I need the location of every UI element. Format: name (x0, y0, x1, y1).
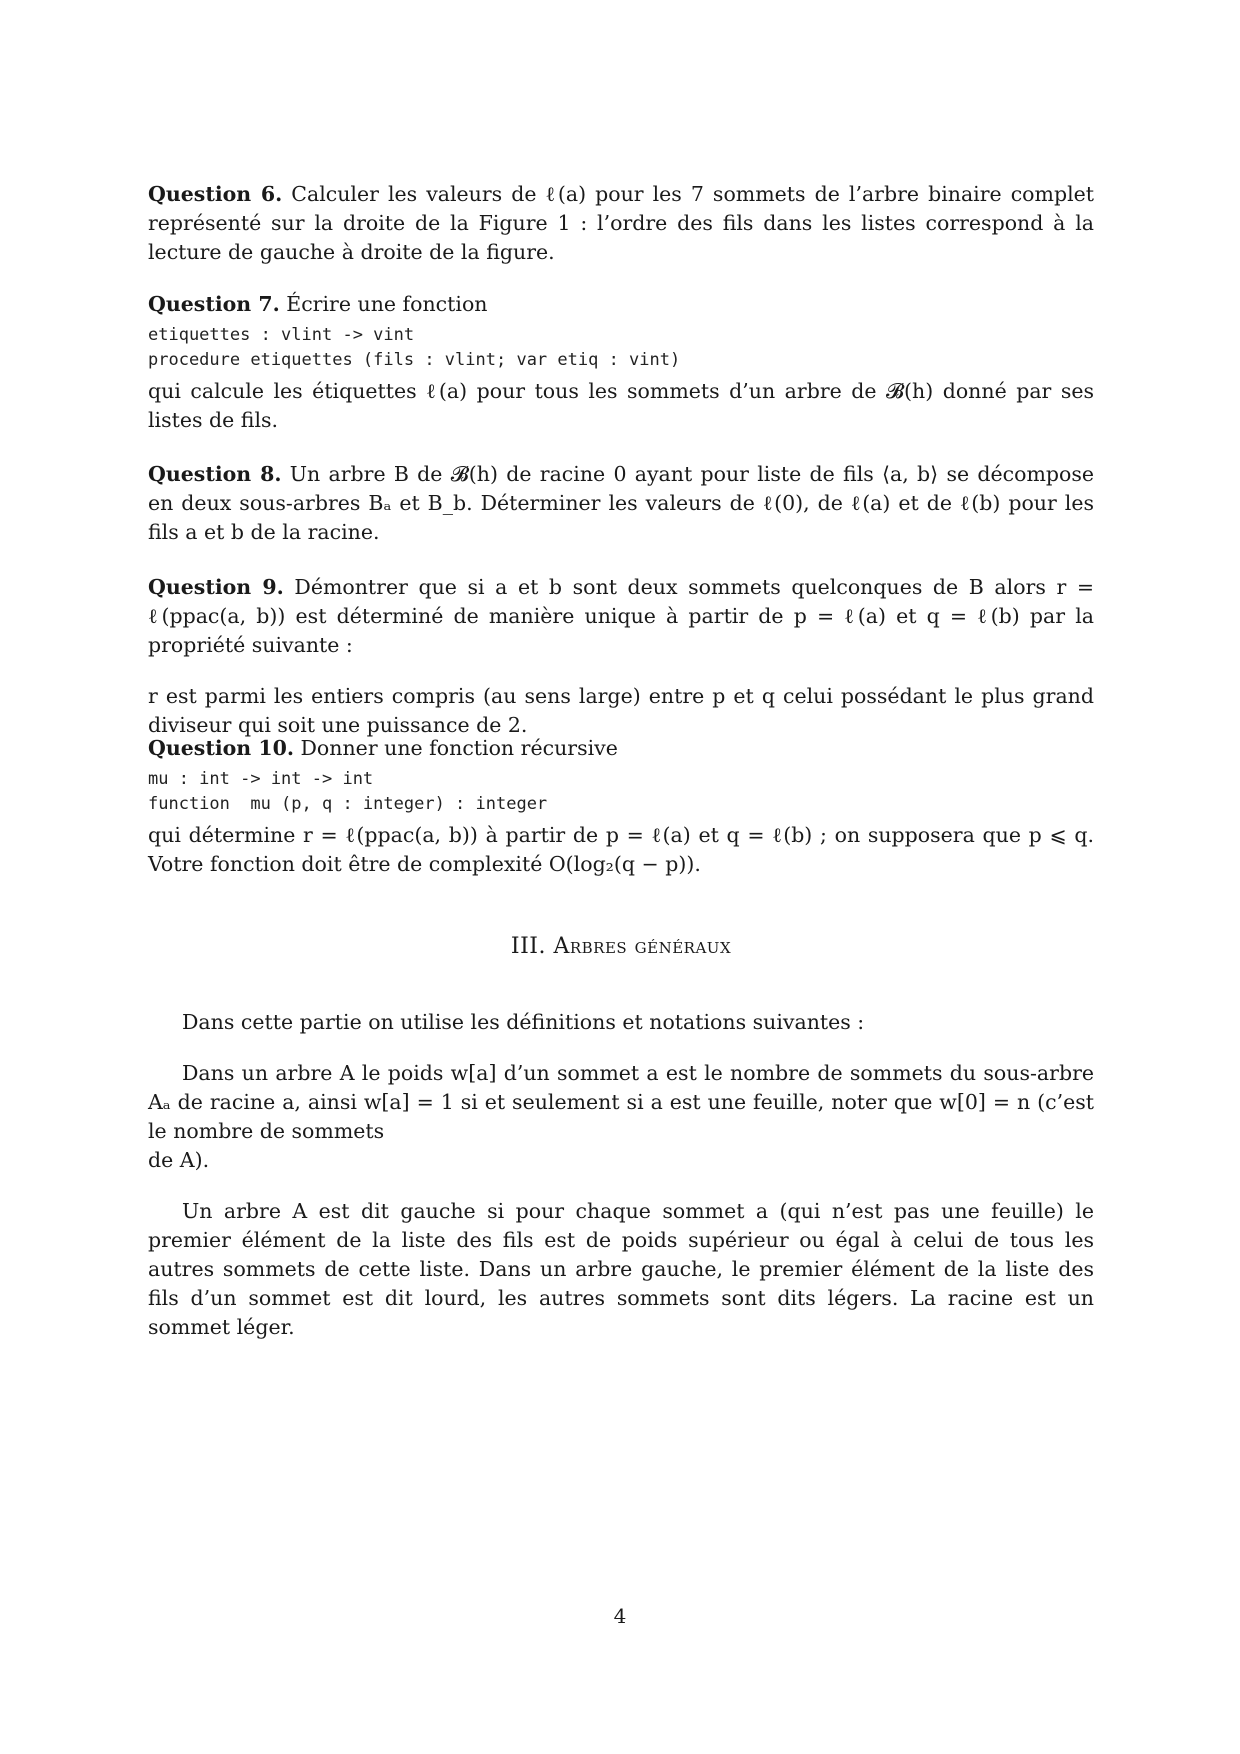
question-intro: Écrire une fonction (279, 292, 488, 316)
definitions (148, 1008, 1094, 1342)
section-title: Arbres généraux (553, 934, 732, 959)
question-text: qui détermine r = ℓ(ppac(a, b)) à partir de p = ℓ(a) et q = ℓ(b) ; on supposera que p ⩽ q. Votre fonction doit être de complexité O(log₂(q − p)). (148, 823, 1094, 876)
question-intro: Donner une fonction récursive (293, 736, 618, 760)
question-text: Un arbre B de 𝓑(h) de racine 0 ayant pour liste de fils ⟨a, b⟩ se décompose en deux sous-arbres Bₐ et B_b. Déterminer les valeurs de ℓ(0), de ℓ(a) et de ℓ(b) pour les fils a et b de la racine. (148, 462, 1095, 544)
question-9 (148, 573, 1094, 740)
question-label: Question 8. (148, 462, 282, 486)
question-label: Question 9. (148, 575, 284, 599)
paragraph: de A). (148, 1148, 210, 1172)
code-signature: etiquettes : vlint -> vint procedure etiquettes (fils : vlint; var etiq : vint) (148, 325, 681, 370)
page-number: 4 (613, 1604, 627, 1628)
section-number: III. (510, 934, 546, 959)
question-label: Question 10. (148, 736, 294, 760)
question-10 (148, 734, 1094, 879)
question-label: Question 6. (148, 182, 283, 206)
question-text: Démontrer que si a et b sont deux sommets quelconques de B alors r = ℓ(ppac(a, b)) est déterminé de manière unique à partir de p = ℓ(a) et q = ℓ(b) par la propriété suivante : (148, 575, 1094, 657)
paragraph: Dans cette partie on utilise les définitions et notations suivantes : (182, 1010, 865, 1034)
question-6 (148, 180, 1094, 267)
paragraph: Un arbre A est dit gauche si pour chaque sommet a (qui n’est pas une feuille) le premier élément de la liste des fils est de poids supérieur ou égal à celui de tous les autres sommets de cette liste. Dans un arbre gauche, le premier élément de la liste des fils d’un sommet est dit lourd, les autres sommets sont dits légers. La racine est un sommet léger. (148, 1199, 1094, 1339)
paragraph: Dans un arbre A le poids w[a] d’un sommet a est le nombre de sommets du sous-arbre Aₐ de racine a, ainsi w[a] = 1 si et seulement si a est une feuille, noter que w[0] = n (c’est le nombre de sommets (148, 1061, 1094, 1143)
question-text: qui calcule les étiquettes ℓ(a) pour tous les sommets d’un arbre de 𝓑(h) donné par ses listes de fils. (148, 379, 1094, 432)
question-text: Calculer les valeurs de ℓ(a) pour les 7 sommets de l’arbre binaire complet représenté sur la droite de la Figure 1 : l’ordre des fils dans les listes correspond à la lecture de gauche à droite de la figure. (148, 182, 1095, 264)
question-label: Question 7. (148, 292, 280, 316)
question-property: r est parmi les entiers compris (au sens large) entre p et q celui possédant le plus grand diviseur qui soit une puissance de 2. (148, 684, 1094, 737)
question-7 (148, 290, 1094, 435)
code-signature: mu : int -> int -> int function mu (p, q : integer) : integer (148, 769, 548, 814)
section-heading (148, 934, 1094, 959)
question-8 (148, 460, 1094, 547)
